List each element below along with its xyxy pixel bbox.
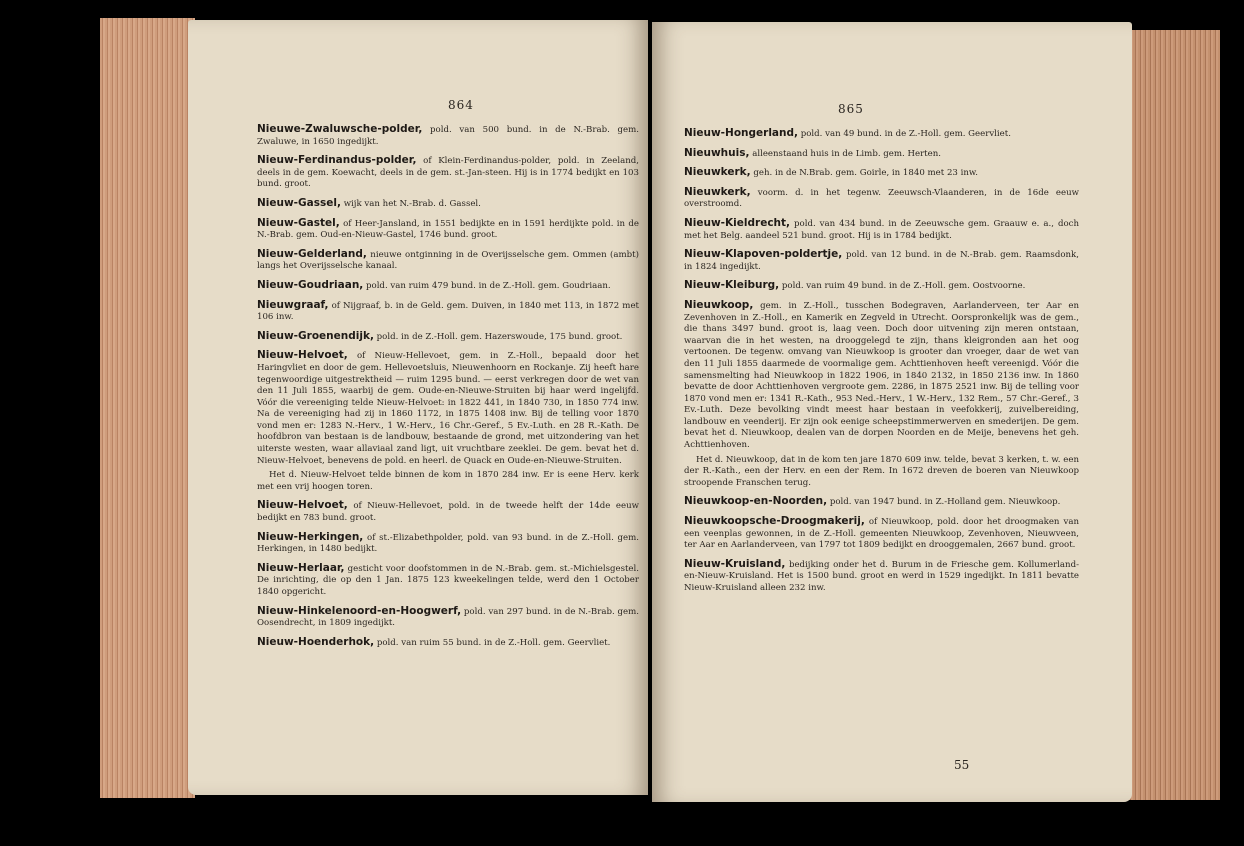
dictionary-entry — [684, 128, 1079, 141]
entry-headword: Nieuw-Ferdinandus-polder, — [257, 154, 417, 167]
entry-text: of st.-Elizabethpolder, pold. van 93 bund. in de Z.-Holl. gem. Herkingen, in 1480 bedijkt. — [257, 532, 639, 555]
entry-headword: Nieuwkoop-en-Noorden, — [684, 495, 828, 508]
dictionary-entry — [257, 300, 639, 324]
text-column — [257, 124, 639, 656]
entry-headword: Nieuw-Herkingen, — [257, 530, 364, 543]
dictionary-entry — [257, 470, 639, 493]
signature-mark: 55 — [954, 758, 970, 772]
entry-headword: Nieuwe-Zwaluwsche-polder, — [257, 123, 423, 135]
dictionary-entry — [257, 563, 639, 599]
entry-headword: Nieuw-Gastel, — [257, 216, 340, 229]
entry-headword: Nieuw-Gassel, — [257, 196, 341, 209]
dictionary-entry — [257, 218, 639, 242]
entry-headword: Nieuw-Hongerland, — [684, 127, 798, 139]
dictionary-entry — [684, 496, 1079, 509]
dictionary-entry — [684, 300, 1079, 452]
dictionary-entry — [684, 218, 1079, 242]
entry-text: bedijking onder het d. Burum in de Friesche gem. Kollumerland-en-Nieuw-Kruisland. Het is 1500 bund. groot en werd in 1529 ingedijkt. In 1811 bevatte Nieuw-Kruisland alleen 232 inw. — [684, 559, 1079, 593]
entry-text: of Klein-Ferdinandus-polder, pold. in Zeeland, deels in de gem. Koewacht, deels in de gem. st.-Jan-steen. Hij is in 1774 bedijkt en 103 bund. groot. — [257, 156, 639, 190]
entry-headword: Nieuwhuis, — [684, 146, 750, 159]
entry-text: geh. in de N.Brab. gem. Goirle, in 1840 met 23 inw. — [750, 168, 978, 179]
entry-text: of Heer-Jansland, in 1551 bedijkte en in 1591 herdijkte pold. in de N.-Brab. gem. Oud-en-Nieuw-Gastel, 1746 bund. groot. — [257, 218, 639, 241]
entry-text: of Nieuw-Hellevoet, pold. in de tweede helft der 14de eeuw bedijkt en 783 bund. groot. — [257, 501, 639, 524]
dictionary-entry — [684, 148, 1079, 161]
entry-text: pold. van 500 bund. in de N.-Brab. gem. Zwaluwe, in 1650 ingedijkt. — [257, 125, 639, 147]
dictionary-entry — [257, 198, 639, 211]
entry-headword: Nieuwkoopsche-Droogmakerij, — [684, 515, 865, 528]
entry-text: Het d. Nieuwkoop, dat in de kom ten jare 1870 609 inw. telde, bevat 3 kerken, t. w. een der R.-Kath., een der Herv. en een der Rem. In 1672 dreven de boeren van Nieuwkoop stroopende Franschen terug. — [684, 454, 1079, 488]
dictionary-entry — [684, 559, 1079, 595]
entry-text: voorm. d. in het tegenw. Zeeuwsch-Vlaanderen, in de 16de eeuw overstroomd. — [684, 187, 1079, 210]
dictionary-entry — [257, 331, 639, 344]
entry-headword: Nieuw-Groenendijk, — [257, 329, 374, 342]
dictionary-entry — [257, 500, 639, 524]
entry-headword: Nieuwkoop, — [684, 298, 754, 311]
dictionary-entry — [684, 516, 1079, 552]
dictionary-entry — [257, 637, 639, 650]
entry-text: wijk van het N.-Brab. d. Gassel. — [340, 198, 481, 209]
text-column — [684, 128, 1079, 602]
entry-headword: Nieuwkerk, — [684, 166, 751, 179]
entry-text: alleenstaand huis in de Limb. gem. Herten. — [749, 148, 941, 159]
dictionary-entry — [684, 167, 1079, 180]
page-number: 864 — [448, 98, 474, 112]
entry-headword: Nieuw-Helvoet, — [257, 499, 348, 512]
entry-text: Het d. Nieuw-Helvoet telde binnen de kom in 1870 284 inw. Er is eene Herv. kerk met een vrij hoogen toren. — [257, 470, 639, 492]
entry-text: pold. van 1947 bund. in Z.-Holland gem. Nieuwkoop. — [827, 497, 1061, 508]
entry-text: of Nijgraaf, b. in de Geld. gem. Duiven, in 1840 met 113, in 1872 met 106 inw. — [257, 300, 639, 323]
right-page — [652, 22, 1132, 802]
dictionary-entry — [257, 532, 639, 556]
dictionary-entry — [684, 280, 1079, 293]
dictionary-entry — [257, 155, 639, 191]
entry-headword: Nieuw-Klapoven-poldertje, — [684, 248, 843, 261]
entry-text: pold. van 434 bund. in de Zeeuwsche gem. Graauw e. a., doch met het Belg. aandeel 521 bund. groot. Hij is in 1784 bedijkt. — [684, 218, 1079, 241]
entry-headword: Nieuw-Hoenderhok, — [257, 635, 375, 648]
entry-text: pold. van 297 bund. in de N.-Brab. gem. Oosendrecht, in 1809 ingedijkt. — [257, 606, 639, 629]
entry-text: gesticht voor doofstommen in de N.-Brab. gem. st.-Michielsgestel. De inrichting, die op den 1 Jan. 1875 123 kweekelingen telde, werd den 1 October 1840 opgericht. — [257, 563, 639, 597]
dictionary-entry — [257, 350, 639, 467]
entry-text: nieuwe ontginning in de Overijsselsche gem. Ommen (ambt) langs het Overijsselsche kanaal. — [257, 249, 639, 272]
entry-text: pold. in de Z.-Holl. gem. Hazerswoude, 175 bund. groot. — [373, 331, 623, 342]
entry-text: pold. van 49 bund. in de Z.-Holl. gem. Geervliet. — [798, 129, 1011, 139]
entry-text: of Nieuwkoop, pold. door het droogmaken van een veenplas gewonnen, in de Z.-Holl. gemeenten Nieuwkoop, Zevenhoven, Nieuwveen, ter Aar en Aarlanderveen, van 1797 tot 1809 bedijkt en drooggemalen, 2667 bund. groot. — [684, 517, 1079, 551]
entry-headword: Nieuwgraaf, — [257, 298, 329, 311]
entry-headword: Nieuw-Goudriaan, — [257, 278, 364, 291]
page-edges-right — [1128, 30, 1220, 800]
entry-text: gem. in Z.-Holl., tusschen Bodegraven, Aarlanderveen, ter Aar en Zevenhoven in Z.-Holl., en Kamerik en Zegveld in Utrecht. Oorspronkelijk was de gem., die thans 3497 bund. groot is, laag veen. Doch door uitvening zijn meren ontstaan, waarvan die in het westen, na drooggelegd te zijn, thans kleigronden aan het oog vertoonen. De tegenw. omvang van Nieuwkoop is grooter dan vroeger, daar de wet van den 11 Juli 1855 daarmede de voormalige gem. Achttienhoven heeft vereenigd. Vóór die samensmelting had Nieuwkoop in 1822 1906, in 1840 2132, in 1850 2136 inw. In 1860 bevatte de door Achttienhoven vergroote gem. 2286, in 1875 2521 inw. Bij de telling voor 1870 vond men er: 1341 R.-Kath., 953 Ned.-Herv., 1 W.-Herv., 132 Rem., 57 Chr.-Geref., 3 Ev.-Luth. Deze bevolking vindt meest haar bestaan in veefokkerij, zuivelbereiding, landbouw en veenderij. Er zijn ook eenige scheepstimmerwerven en smederijen. De gem. bevat het d. Nieuwkoop, dealen van de dorpen Noorden en de Meije, benevens het geh. Achttienhoven. — [684, 300, 1079, 451]
dictionary-entry — [257, 606, 639, 630]
entry-text: pold. van ruim 479 bund. in de Z.-Holl. gem. Goudriaan. — [363, 280, 611, 291]
page-edges-left — [100, 18, 195, 798]
entry-headword: Nieuw-Kruisland, — [684, 557, 786, 570]
dictionary-entry — [684, 187, 1079, 211]
entry-headword: Nieuwkerk, — [684, 185, 751, 198]
entry-text: pold. van ruim 49 bund. in de Z.-Holl. gem. Oostvoorne. — [779, 281, 1026, 292]
entry-headword: Nieuw-Gelderland, — [257, 247, 367, 260]
entry-headword: Nieuw-Helvoet, — [257, 349, 348, 362]
dictionary-entry — [684, 249, 1079, 273]
entry-text: pold. van 12 bund. in de N.-Brab. gem. Raamsdonk, in 1824 ingedijkt. — [684, 250, 1079, 272]
dictionary-entry — [257, 280, 639, 293]
entry-text: pold. van ruim 55 bund. in de Z.-Holl. gem. Geervliet. — [374, 637, 611, 648]
entry-headword: Nieuw-Herlaar, — [257, 561, 345, 574]
entry-headword: Nieuw-Hinkelenoord-en-Hoogwerf, — [257, 604, 462, 617]
left-page — [188, 20, 648, 795]
page-number: 865 — [838, 102, 864, 116]
dictionary-entry — [684, 455, 1079, 490]
entry-headword: Nieuw-Kleiburg, — [684, 279, 780, 292]
entry-headword: Nieuw-Kieldrecht, — [684, 216, 791, 229]
dictionary-entry — [257, 124, 639, 148]
entry-text: of Nieuw-Hellevoet, gem. in Z.-Holl., bepaald door het Haringvliet en door de gem. Hellevoetsluis, Nieuwenhoorn en Rockanje. Zij heeft hare tegenwoordige uitgestrektheid — ruim 1295 bund. — eerst verkregen door de wet van den 11 Juli 1855, waarbij de gem. Oude-en-Nieuwe-Struiten bij haar werd ingelijfd. Vóór die vereeniging telde Nieuw-Helvoet: in 1822 441, in 1840 730, in 1850 774 inw. Na de vereeniging had zij in 1860 1172, in 1875 1408 inw. Bij de telling voor 1870 vond men er: 1283 N.-Herv., 1 W.-Herv., 16 Chr.-Geref., 5 Ev.-Luth. en 28 R.-Kath. De hoofdbron van bestaan is de landbouw, bestaande de grond, met uitzondering van het uiterste westen, waar allaviaal zand ligt, uit vruchtbare zeeklei. De gem. bevat het d. Nieuw-Helvoet, benevens de pold. en heerl. de Quack en Oude-en-Nieuwe-Struiten. — [257, 351, 639, 466]
dictionary-entry — [257, 249, 639, 273]
